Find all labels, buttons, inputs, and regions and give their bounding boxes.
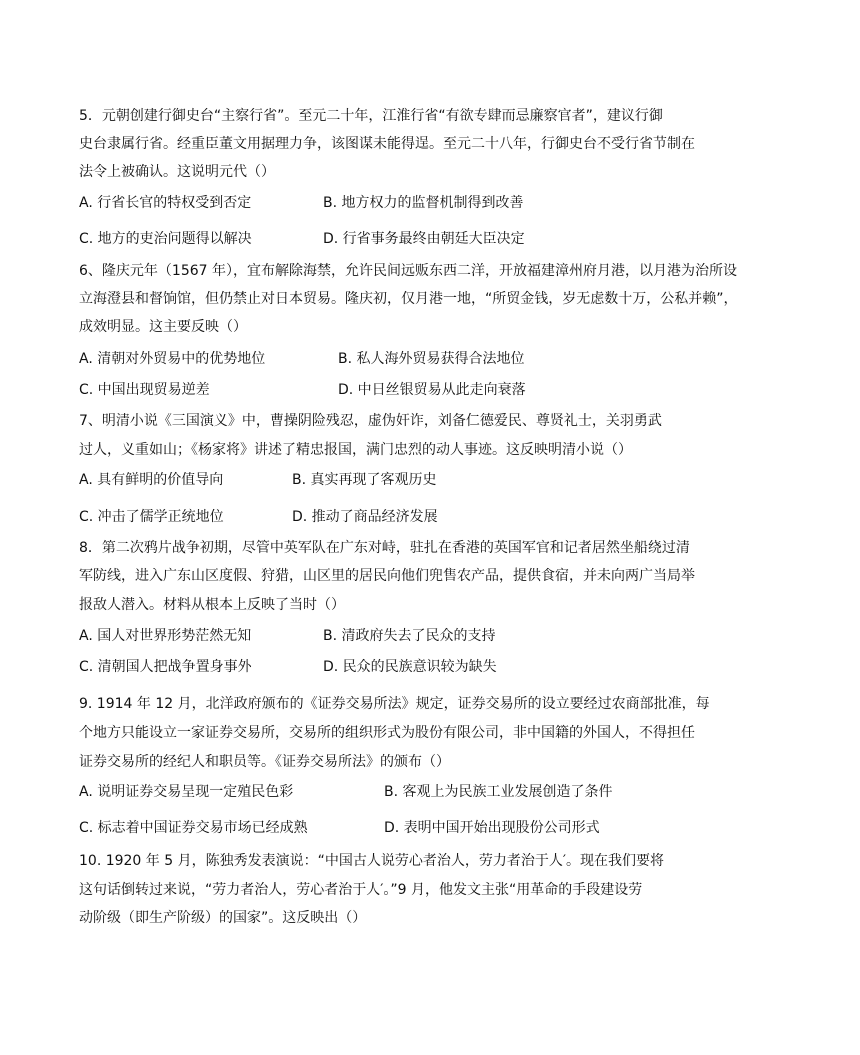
question-7-option-b: B. 真实再现了客观历史 <box>292 472 437 488</box>
question-7-stem-line-1: 7、明清小说《三国演义》中，曹操阴险残忍，虚伪奸诈，刘备仁德爱民、尊贤礼士，关羽勇武 <box>79 413 662 429</box>
question-10-stem-line-2: 这句话倒转过来说，“劳力者治人，劳心者治于人′。”9 月，他发文主张“用革命的手段建设劳 <box>79 882 643 898</box>
question-6-option-b: B. 私人海外贸易获得合法地位 <box>338 351 525 367</box>
question-6-option-c: C. 中国出现贸易逆差 <box>79 382 210 398</box>
question-5-stem-line-1: 5．元朝创建行御史台“主察行省”。至元二十年，江淮行省“有欲专肆而忌廉察官者”，建议行御 <box>79 108 663 124</box>
question-5-option-d: D. 行省事务最终由朝廷大臣决定 <box>323 231 525 247</box>
question-9-option-c: C. 标志着中国证券交易市场已经成熟 <box>79 820 308 836</box>
question-5-stem-line-3: 法令上被确认。这说明元代（） <box>79 164 275 180</box>
question-7-option-d: D. 推动了商品经济发展 <box>292 509 438 525</box>
question-9-stem-line-2: 个地方只能设立一家证券交易所，交易所的组织形式为股份有限公司，非中国籍的外国人，不得担任 <box>79 725 695 741</box>
question-8-option-d: D. 民众的民族意识较为缺失 <box>323 659 497 675</box>
question-7-stem-line-2: 过人，义重如山；《杨家将》讲述了精忠报国，满门忠烈的动人事迹。这反映明清小说（） <box>79 442 632 458</box>
question-8-option-c: C. 清朝国人把战争置身事外 <box>79 659 252 675</box>
question-6-option-d: D. 中日丝银贸易从此走向衰落 <box>338 382 526 398</box>
question-5-option-c: C. 地方的吏治问题得以解决 <box>79 231 252 247</box>
question-9-option-b: B. 客观上为民族工业发展创造了条件 <box>384 784 613 800</box>
question-7-option-a: A. 具有鲜明的价值导向 <box>79 472 224 488</box>
question-9-option-d: D. 表明中国开始出现股份公司形式 <box>384 820 600 836</box>
question-8-option-a: A. 国人对世界形势茫然无知 <box>79 628 252 644</box>
question-6-option-a: A. 清朝对外贸易中的优势地位 <box>79 351 266 367</box>
question-8-stem-line-3: 报敌人潜入。材料从根本上反映了当时（） <box>79 597 345 613</box>
question-6-stem-line-1: 6、隆庆元年（1567 年），宜布解除海禁，允许民间远贩东西二洋，开放福建漳州府月港，以月港为治所设 <box>79 263 737 279</box>
question-8-stem-line-2: 军防线，进入广东山区度假、狩猎，山区里的居民向他们兜售农产品，提供食宿，并未向两广当局举 <box>79 568 695 584</box>
question-8-option-b: B. 清政府失去了民众的支持 <box>323 628 496 644</box>
question-5-stem-line-2: 史台隶属行省。经重臣董文用据理力争，该图谋未能得逞。至元二十八年，行御史台不受行省节制在 <box>79 136 695 152</box>
question-9-stem-line-1: 9. 1914 年 12 月，北洋政府颁布的《证券交易所法》规定，证券交易所的设立要经过农商部批准，每 <box>79 696 710 712</box>
question-5-option-a: A. 行省长官的特权受到否定 <box>79 195 252 211</box>
question-9-option-a: A. 说明证券交易呈现一定殖民色彩 <box>79 784 294 800</box>
question-10-stem-line-1: 10. 1920 年 5 月，陈独秀发表演说：“中国古人说劳心者治人，劳力者治于人′。现在我们要将 <box>79 853 665 869</box>
question-6-stem-line-2: 立海澄县和督饷馆，但仍禁止对日本贸易。隆庆初，仅月港一地，“所贸金钱，岁无虑数十万，公私并赖”， <box>79 291 738 307</box>
question-10-stem-line-3: 动阶级（即生产阶级）的国家”。这反映出（） <box>79 910 367 926</box>
question-7-option-c: C. 冲击了儒学正统地位 <box>79 509 224 525</box>
question-9-stem-line-3: 证券交易所的经纪人和职员等。《证券交易所法》的颁布（） <box>79 754 450 770</box>
question-8-stem-line-1: 8．第二次鸦片战争初期，尽管中英军队在广东对峙，驻扎在香港的英国军官和记者居然坐船绕过清 <box>79 540 690 556</box>
question-6-stem-line-3: 成效明显。这主要反映（） <box>79 319 247 335</box>
question-5-option-b: B. 地方权力的监督机制得到改善 <box>323 195 524 211</box>
